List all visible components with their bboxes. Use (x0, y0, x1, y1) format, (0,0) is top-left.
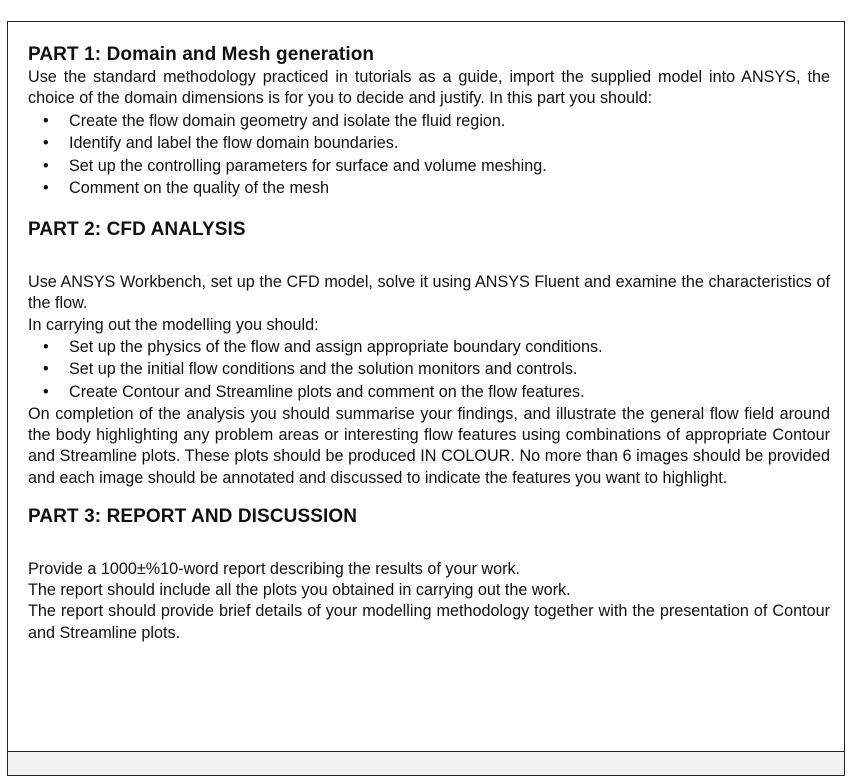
bullet-icon: • (43, 134, 49, 153)
part2-closing: On completion of the analysis you should summarise your findings, and illustrate the general flow field around the body highlighting any problem areas or interesting flow features using combinations of appropriate Contour and Streamline plots. These plots should be produced IN COLOUR. No more than 6 images should be provided and each image should be annotated and discussed to indicate the features you want to highlight. (28, 404, 830, 487)
spacer (28, 200, 830, 218)
part1-section (28, 43, 830, 200)
list-item-text: Create the flow domain geometry and isolate the fluid region. (69, 111, 506, 130)
bullet-icon: • (43, 179, 49, 198)
part3-line: The report should include all the plots you obtained in carrying out the work. (28, 581, 571, 600)
list-item-text: Set up the controlling parameters for surface and volume meshing. (69, 156, 547, 175)
list-item-text: Create Contour and Streamline plots and comment on the flow features. (69, 383, 585, 402)
part3-line: The report should provide brief details of your modelling methodology together with the presentation of Contour and Streamline plots. (28, 602, 830, 642)
bullet-icon: • (43, 337, 49, 356)
part2-intro: Use ANSYS Workbench, set up the CFD model, solve it using ANSYS Fluent and examine the characteristics of the flow. (28, 272, 830, 313)
list-item (28, 155, 830, 178)
part2-heading: PART 2: CFD ANALYSIS (28, 218, 246, 240)
bottom-band (8, 751, 844, 775)
part2-list (28, 336, 830, 404)
part1-list (28, 110, 830, 200)
part3-line: Provide a 1000±%10-word report describing the results of your work. (28, 559, 521, 578)
list-item-text: Identify and label the flow domain boundaries. (69, 134, 399, 153)
spacer (28, 489, 830, 505)
list-item (28, 336, 830, 359)
part2-section (28, 218, 830, 489)
part3-section (28, 505, 830, 644)
bullet-icon: • (43, 360, 49, 379)
bullet-icon: • (43, 383, 49, 402)
document-body (28, 43, 830, 644)
bullet-icon: • (43, 111, 49, 130)
list-item-text: Set up the physics of the flow and assign appropriate boundary conditions. (69, 337, 603, 356)
bullet-icon: • (43, 156, 49, 175)
list-item (28, 132, 830, 155)
part1-intro: Use the standard methodology practiced in tutorials as a guide, import the supplied model into ANSYS, the choice of the domain dimensions is for you to decide and justify. In this part you should: (28, 68, 830, 108)
list-item (28, 110, 830, 133)
part1-heading: PART 1: Domain and Mesh generation (28, 44, 375, 65)
spacer (28, 242, 830, 272)
spacer (28, 529, 830, 559)
part2-lead: In carrying out the modelling you should: (28, 315, 319, 334)
list-item-text: Comment on the quality of the mesh (69, 179, 330, 198)
list-item-text: Set up the initial flow conditions and the solution monitors and controls. (69, 360, 578, 379)
part3-heading: PART 3: REPORT AND DISCUSSION (28, 505, 358, 527)
document-frame (7, 21, 845, 776)
list-item (28, 177, 830, 200)
list-item (28, 358, 830, 381)
list-item (28, 381, 830, 404)
